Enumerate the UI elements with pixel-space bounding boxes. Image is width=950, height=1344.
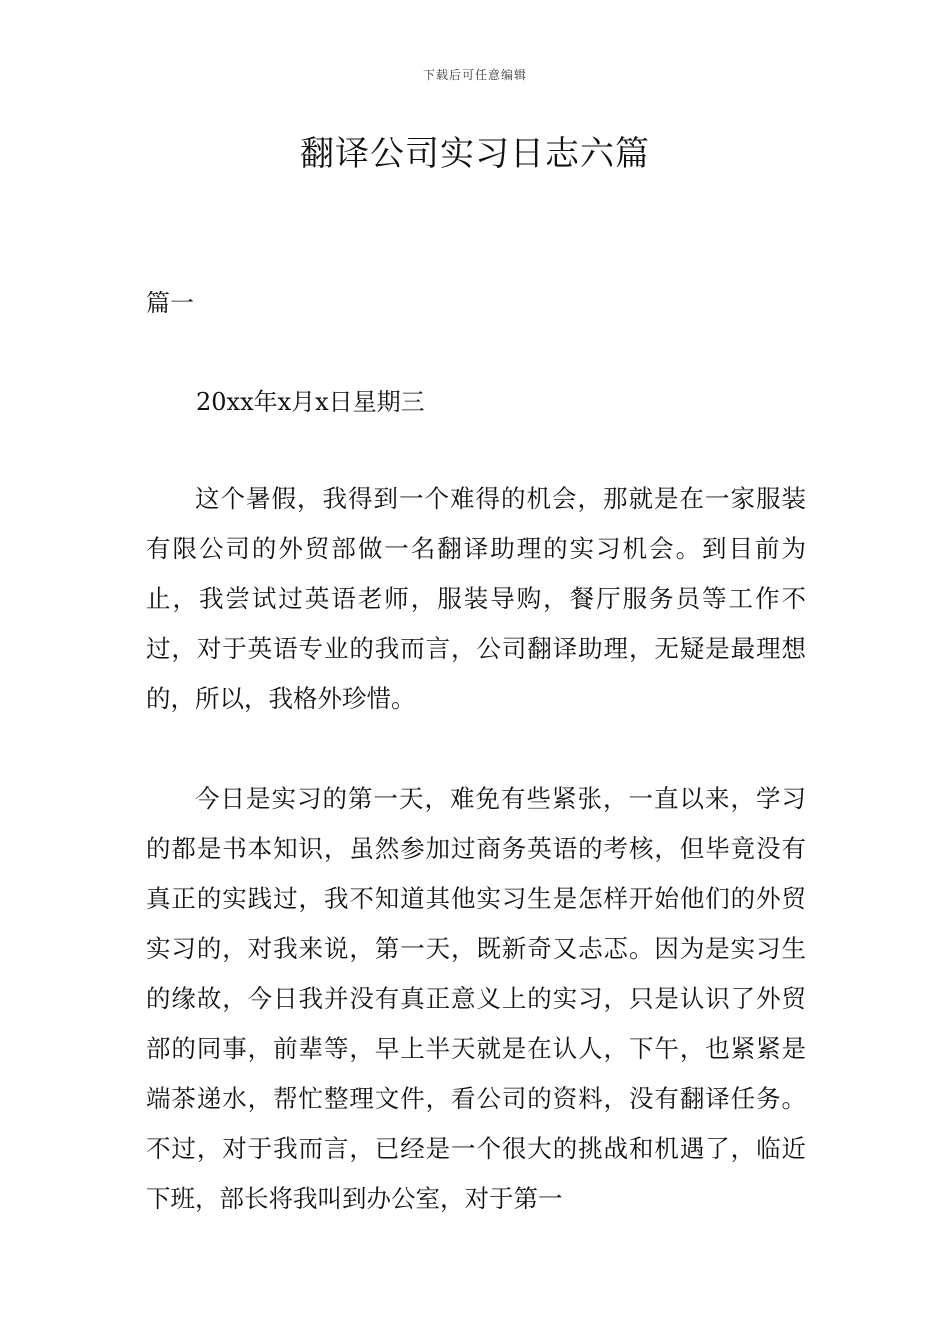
paragraph-2: 今日是实习的第一天，难免有些紧张，一直以来，学习的都是书本知识，虽然参加过商务英语的考核，但毕竟没有真正的实践过，我不知道其他实习生是怎样开始他们的外贸实习的，对我来说，第一天，既新奇又忐忑。因为是实习生的缘故，今日我并没有真正意义上的实习，只是认识了外贸部的同事，前辈等，早上半天就是在认人，下午，也紧紧是端茶递水，帮忙整理文件，看公司的资料，没有翻译任务。不过，对于我而言，已经是一个很大的挑战和机遇了，临近下班，部长将我叫到办公室，对于第一: [146, 784, 806, 1213]
section-heading: 篇一: [146, 289, 194, 317]
header-note: 下载后可任意编辑: [422, 68, 527, 82]
paragraph-1: 这个暑假，我得到一个难得的机会，那就是在一家服装有限公司的外贸部做一名翻译助理的实习机会。到目前为止，我尝试过英语老师，服装导购，餐厅服务员等工作不过，对于英语专业的我而言，公司翻译助理，无疑是最理想的，所以，我格外珍惜。: [146, 484, 806, 713]
entry-date: 20xx年x月x日星期三: [196, 388, 425, 416]
document-title: 翻译公司实习日志六篇: [300, 134, 650, 174]
